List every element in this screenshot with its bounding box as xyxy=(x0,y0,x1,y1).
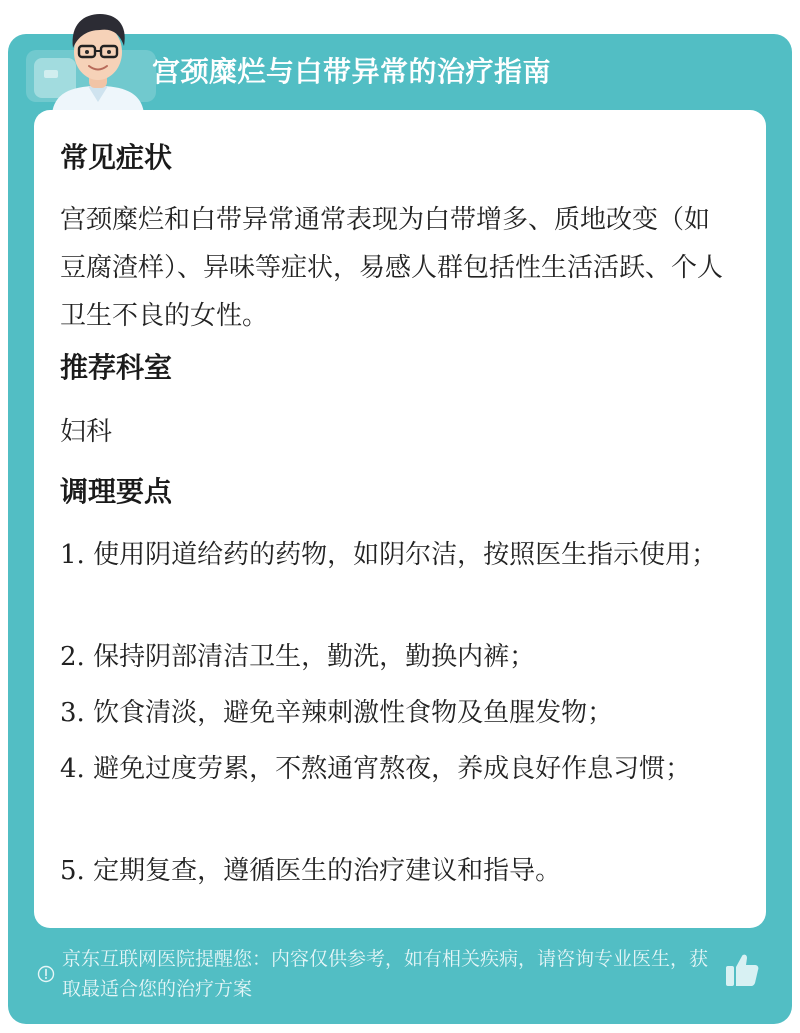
list-item-text: 饮食清淡，避免辛辣刺激性食物及鱼腥发物； xyxy=(93,698,614,728)
info-icon xyxy=(37,965,55,983)
list-item-text: 使用阴道给药的药物，如阴尔洁，按照医生指示使用； xyxy=(93,540,718,570)
content-card xyxy=(34,110,766,928)
department-title: 推荐科室 xyxy=(60,351,173,384)
symptoms-title: 常见症状 xyxy=(60,141,173,174)
department-text: 妇科 xyxy=(60,417,113,447)
doctor-avatar xyxy=(48,6,148,114)
care-title: 调理要点 xyxy=(60,475,173,508)
list-item xyxy=(60,746,740,792)
list-item-number: 2. xyxy=(60,642,85,672)
page-title: 宫颈糜烂与白带异常的治疗指南 xyxy=(152,55,552,88)
list-item xyxy=(60,532,740,578)
list-item xyxy=(60,690,740,736)
symptoms-text: 宫颈糜烂和白带异常通常表现为白带增多、质地改变（如豆腐渣样）、异味等症状，易感人群包括性生活活跃、个人卫生不良的女性。 xyxy=(60,205,724,331)
list-item-text: 避免过度劳累，不熬通宵熬夜，养成良好作息习惯； xyxy=(93,754,692,784)
list-item-number: 3. xyxy=(60,698,85,728)
list-item-number: 1. xyxy=(60,540,85,570)
list-item xyxy=(60,634,740,680)
disclaimer-text: 京东互联网医院提醒您：内容仅供参考，如有相关疾病，请咨询专业医生，获取最适合您的治疗方案 xyxy=(62,948,709,1000)
list-item-number: 4. xyxy=(60,754,85,784)
list-item-text: 定期复查，遵循医生的治疗建议和指导。 xyxy=(93,856,562,886)
list-item-number: 5. xyxy=(60,856,85,886)
list-item xyxy=(60,848,740,894)
thumbs-up-icon[interactable] xyxy=(724,950,760,990)
list-item-text: 保持阴部清洁卫生，勤洗，勤换内裤； xyxy=(93,642,536,672)
